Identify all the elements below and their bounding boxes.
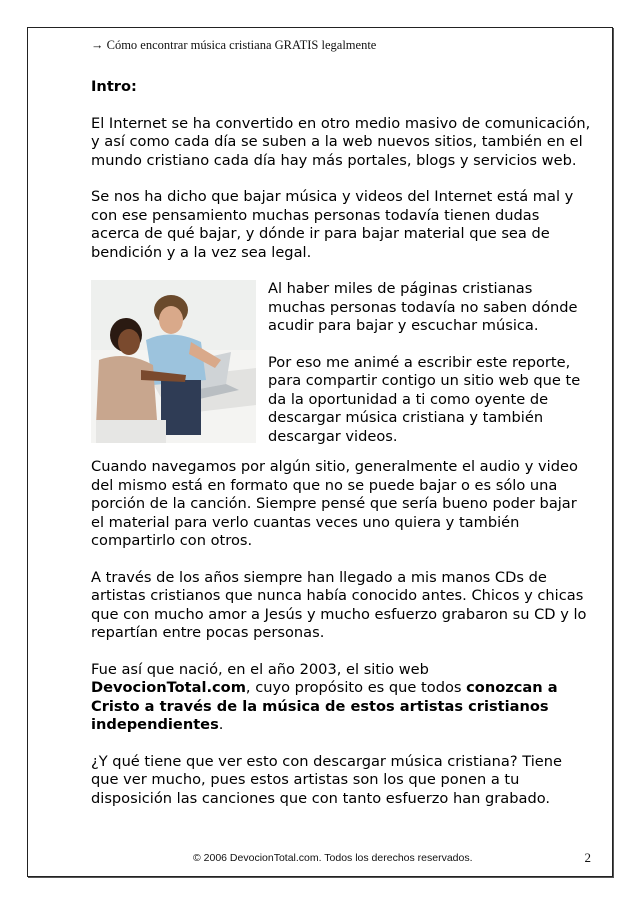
- page-footer: [27, 850, 611, 870]
- side-text: [268, 280, 591, 446]
- arrow-icon: →: [91, 38, 104, 52]
- side-paragraph-1: Al haber miles de páginas cristianas muchas personas todavía no saben dónde acudir para bajar y escuchar música.: [268, 280, 578, 334]
- copyright-text: © 2006 DevocionTotal.com. Todos los derechos reservados.: [193, 852, 473, 864]
- p5-emphasis: conozcan a Cristo a través de la música de estos artistas cristianos independientes: [91, 679, 558, 733]
- people-at-laptop-photo: [91, 280, 256, 443]
- paragraph-3: Cuando navegamos por algún sitio, generalmente el audio y video del mismo está en formato que no se puede bajar o es sólo una porción de la canción. Siempre pensé que sería bueno poder bajar el material para verlo cuantas veces uno quiera y también compartirlo con otros.: [91, 458, 578, 549]
- side-paragraph-2: Por eso me animé a escribir este reporte, para compartir contigo un sitio web que te da la oportunidad a ti como oyente de descargar música cristiana y también descargar videos.: [268, 353, 581, 445]
- paragraph-1: El Internet se ha convertido en otro medio masivo de comunicación, y así como cada día se suben a la web nuevos sitios, también en el mundo cristiano cada día hay más portales, blogs y servicios web.: [91, 114, 591, 169]
- site-name: DevocionTotal.com: [91, 679, 246, 696]
- image-text-block: [91, 280, 591, 446]
- p5-end: .: [218, 716, 224, 733]
- paragraph-2: Se nos ha dicho que bajar música y videos del Internet está mal y con ese pensamiento muchas personas todavía tienen dudas acerca de qué bajar, y dónde ir para bajar material que sea de bendición y a la vez sea legal.: [91, 188, 574, 261]
- page-number: 2: [584, 850, 591, 865]
- paragraph-4: A través de los años siempre han llegado a mis manos CDs de artistas cristianos que nunca había conocido antes. Chicos y chicas que con mucho amor a Jesús y mucho esfuerzo grabaron su CD y lo repartían entre pocas personas.: [91, 568, 587, 641]
- p5-mid: , cuyo propósito es que todos: [245, 679, 462, 696]
- paragraph-5: [91, 661, 591, 735]
- header-title: Cómo encontrar música cristiana GRATIS legalmente: [106, 38, 377, 52]
- intro-heading: Intro:: [91, 78, 137, 95]
- p5-pre: Fue así que nació, en el año 2003, el sitio web: [91, 660, 429, 678]
- paragraph-6: ¿Y qué tiene que ver esto con descargar música cristiana? Tiene que ver mucho, pues estos artistas son los que ponen a tu disposición las canciones que con tanto esfuerzo han grabado.: [91, 752, 562, 807]
- document-body: [91, 78, 591, 826]
- page-header: [91, 38, 376, 53]
